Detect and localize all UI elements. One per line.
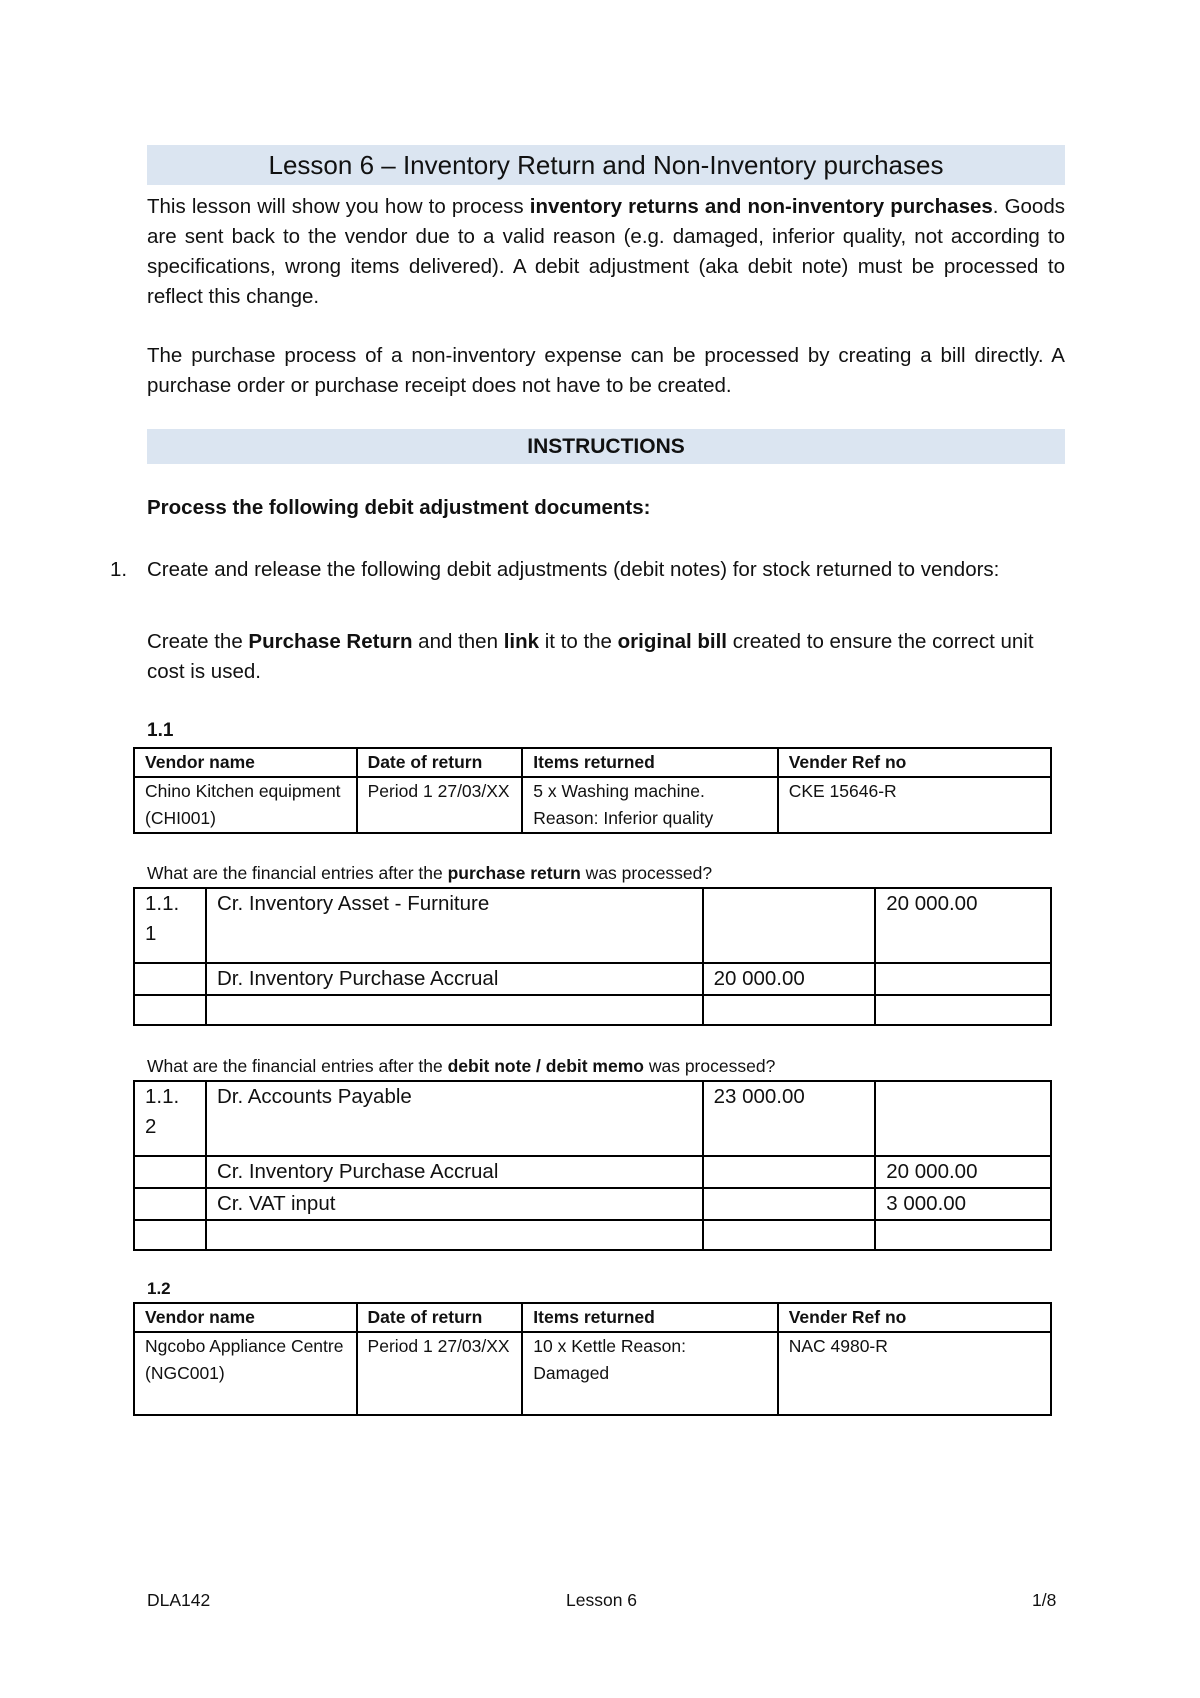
entry-credit-cell: 20 000.00 bbox=[875, 1156, 1051, 1188]
entry-credit-cell: 20 000.00 bbox=[875, 888, 1051, 963]
entry-debit-cell bbox=[703, 888, 876, 963]
entry-ref-cell bbox=[134, 995, 206, 1025]
entry-ref-cell bbox=[134, 963, 206, 995]
table-row bbox=[134, 963, 1051, 995]
entry-account-cell: Cr. Inventory Asset - Furniture bbox=[206, 888, 703, 963]
table-row bbox=[134, 1188, 1051, 1220]
entry-credit-cell bbox=[875, 1220, 1051, 1250]
vendor-name-cell: Ngcobo Appliance Centre (NGC001) bbox=[134, 1332, 357, 1415]
instructions-heading: INSTRUCTIONS bbox=[147, 429, 1065, 464]
header-vendor-name: Vendor name bbox=[134, 748, 357, 777]
entry-debit-cell bbox=[703, 1156, 876, 1188]
entry-account-cell: Dr. Accounts Payable bbox=[206, 1081, 703, 1156]
header-date-of-return: Date of return bbox=[357, 748, 523, 777]
entry-account-cell: Cr. VAT input bbox=[206, 1188, 703, 1220]
entry-credit-cell bbox=[875, 995, 1051, 1025]
table-header-row bbox=[134, 1303, 1051, 1332]
entries-table-1-1-2 bbox=[133, 1080, 1052, 1251]
table-row bbox=[134, 1156, 1051, 1188]
entry-ref-cell bbox=[134, 1220, 206, 1250]
entry-account-cell: Dr. Inventory Purchase Accrual bbox=[206, 963, 703, 995]
entry-debit-cell bbox=[703, 1220, 876, 1250]
entry-debit-cell bbox=[703, 995, 876, 1025]
date-cell: Period 1 27/03/XX bbox=[357, 1332, 523, 1415]
header-items-returned: Items returned bbox=[522, 748, 777, 777]
entry-ref-cell bbox=[134, 1156, 206, 1188]
entry-ref-cell: 1.1. 1 bbox=[134, 888, 206, 963]
header-vender-ref: Vender Ref no bbox=[778, 1303, 1051, 1332]
table-row bbox=[134, 995, 1051, 1025]
table-header-row bbox=[134, 748, 1051, 777]
date-cell: Period 1 27/03/XX bbox=[357, 777, 523, 833]
header-date-of-return: Date of return bbox=[357, 1303, 523, 1332]
table-row bbox=[134, 1081, 1051, 1156]
section-label-1-2: 1.2 bbox=[147, 1279, 171, 1298]
items-cell: 10 x Kettle Reason: Damaged bbox=[522, 1332, 777, 1415]
table-row bbox=[134, 1332, 1051, 1415]
entries-table-1-1-1 bbox=[133, 887, 1052, 1026]
section-label-1-1: 1.1 bbox=[147, 720, 174, 741]
question-purchase-return: What are the financial entries after the purchase return was processed? bbox=[147, 863, 713, 883]
question-debit-note: What are the financial entries after the debit note / debit memo was processed? bbox=[147, 1056, 776, 1076]
header-vendor-name: Vendor name bbox=[134, 1303, 357, 1332]
header-vender-ref: Vender Ref no bbox=[778, 748, 1051, 777]
footer-lesson: Lesson 6 bbox=[566, 1590, 638, 1610]
table-row bbox=[134, 777, 1051, 833]
items-cell: 5 x Washing machine. Reason: Inferior quality bbox=[522, 777, 777, 833]
vendor-table-1-1 bbox=[133, 747, 1052, 834]
step-1-subtext: Create the Purchase Return and then link it to the original bill created to ensure the correct unit cost is used. bbox=[147, 630, 1034, 683]
entry-debit-cell bbox=[703, 1188, 876, 1220]
entry-account-cell bbox=[206, 995, 703, 1025]
entry-credit-cell: 3 000.00 bbox=[875, 1188, 1051, 1220]
entry-account-cell: Cr. Inventory Purchase Accrual bbox=[206, 1156, 703, 1188]
table-row bbox=[134, 1220, 1051, 1250]
header-items-returned: Items returned bbox=[522, 1303, 777, 1332]
footer-course-code: DLA142 bbox=[147, 1590, 211, 1610]
entry-account-cell bbox=[206, 1220, 703, 1250]
ref-cell: NAC 4980-R bbox=[778, 1332, 1051, 1415]
non-inventory-paragraph: The purchase process of a non-inventory expense can be processed by creating a bill directly. A purchase order or purchase receipt does not have to be created. bbox=[147, 344, 1065, 397]
entry-credit-cell bbox=[875, 1081, 1051, 1156]
ref-cell: CKE 15646-R bbox=[778, 777, 1051, 833]
step-1 bbox=[110, 555, 1065, 585]
entry-debit-cell: 23 000.00 bbox=[703, 1081, 876, 1156]
table-row bbox=[134, 888, 1051, 963]
vendor-name-cell: Chino Kitchen equipment (CHI001) bbox=[134, 777, 357, 833]
entry-debit-cell: 20 000.00 bbox=[703, 963, 876, 995]
step-text: Create and release the following debit adjustments (debit notes) for stock returned to vendors: bbox=[147, 558, 1000, 581]
lesson-title: Lesson 6 – Inventory Return and Non-Inventory purchases bbox=[147, 145, 1065, 185]
vendor-table-1-2 bbox=[133, 1302, 1052, 1416]
entry-credit-cell bbox=[875, 963, 1051, 995]
process-heading: Process the following debit adjustment documents: bbox=[147, 496, 651, 519]
intro-paragraph: This lesson will show you how to process inventory returns and non-inventory purchases. Goods are sent back to the vendor due to a valid reason (e.g. damaged, inferior quality, not according to specifications, wrong items delivered). A debit adjustment (aka debit note) must be processed to reflect this change. bbox=[147, 195, 1065, 308]
entry-ref-cell bbox=[134, 1188, 206, 1220]
footer-page-number: 1/8 bbox=[1032, 1590, 1057, 1610]
entry-ref-cell: 1.1. 2 bbox=[134, 1081, 206, 1156]
step-number: 1. bbox=[110, 558, 128, 581]
